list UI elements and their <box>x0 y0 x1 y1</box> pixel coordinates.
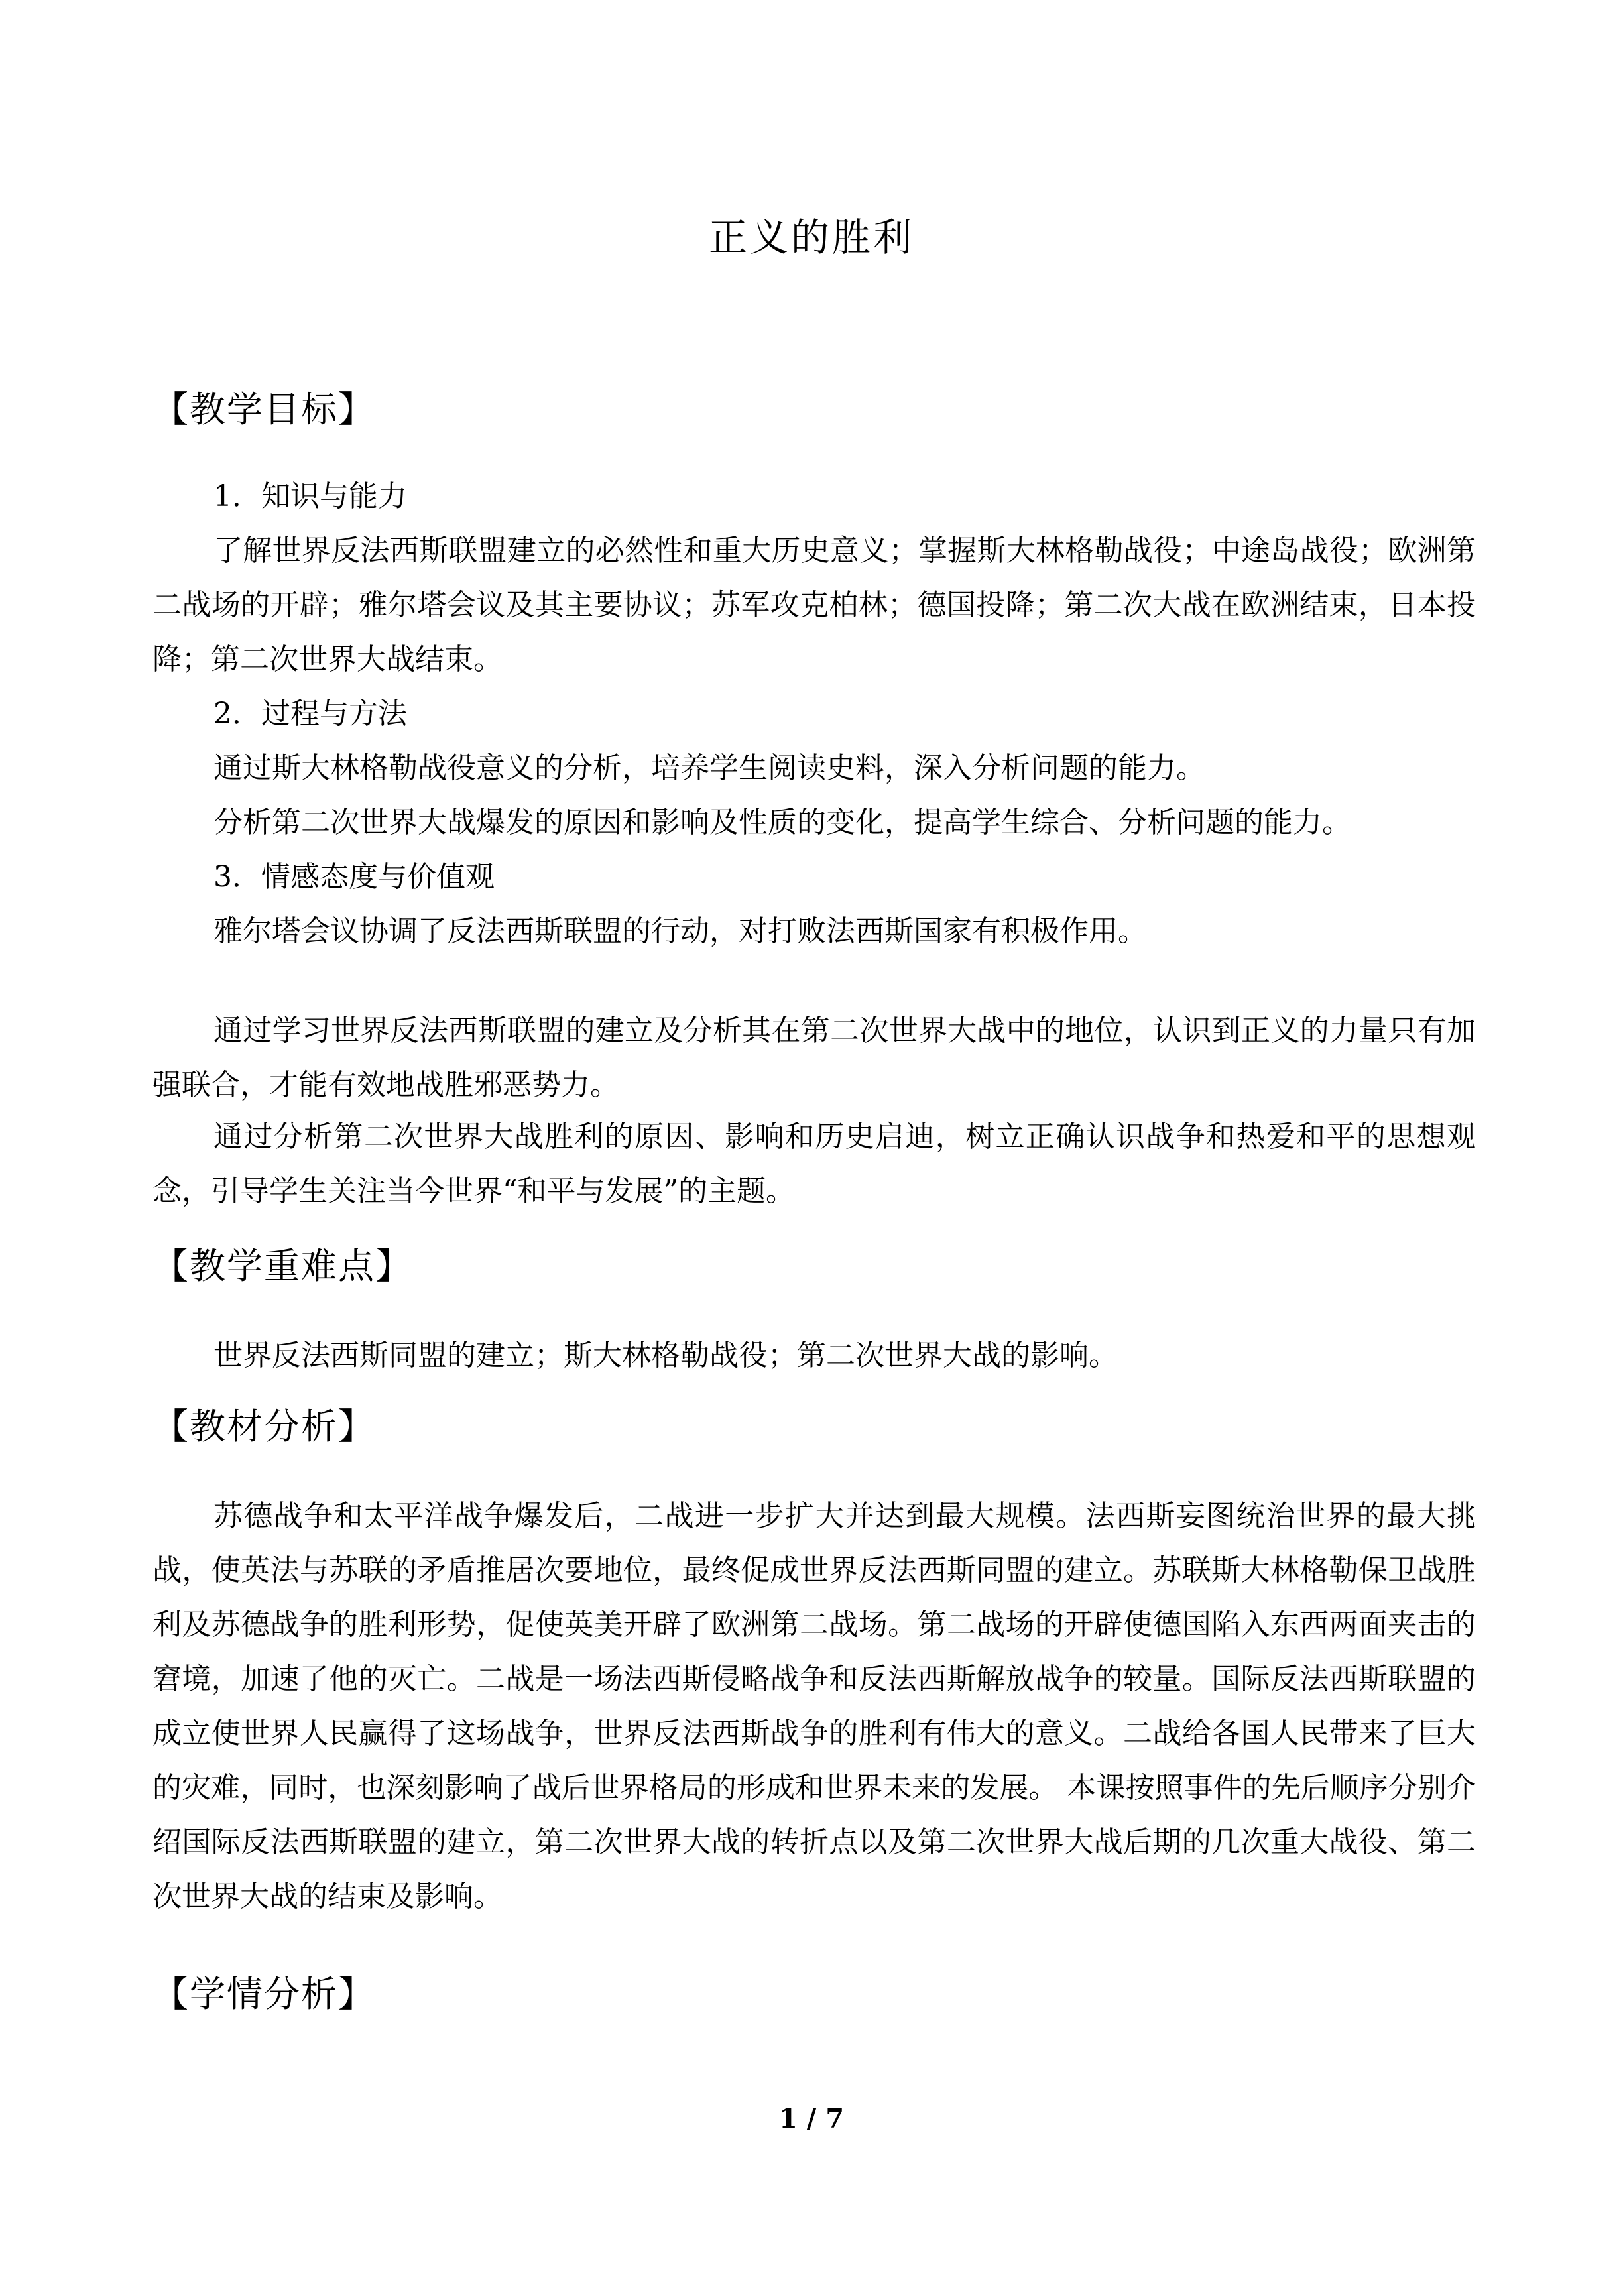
paragraph-emotion-values-3: 通过分析第二次世界大战胜利的原因、影响和历史启迪，树立正确认识战争和热爱和平的思想观念，引导学生关注当今世界“和平与发展”的主题。 <box>152 1120 1476 1208</box>
paragraph-emotion-values-2: 通过学习世界反法西斯联盟的建立及分析其在第二次世界大战中的地位，认识到正义的力量只有加强联合，才能有效地战胜邪恶势力。 <box>152 1014 1476 1102</box>
subheading-knowledge-ability: 1．知识与能力 <box>213 479 407 513</box>
paragraph-process-method-1: 通过斯大林格勒战役意义的分析，培养学生阅读史料，深入分析问题的能力。 <box>213 751 1205 785</box>
heading-key-points: 【教学重难点】 <box>152 1245 412 1287</box>
heading-teaching-objectives: 【教学目标】 <box>152 389 375 430</box>
subheading-process-method: 2．过程与方法 <box>213 697 407 731</box>
paragraph-knowledge-ability: 了解世界反法西斯联盟建立的必然性和重大历史意义；掌握斯大林格勒战役；中途岛战役；欧洲第二战场的开辟；雅尔塔会议及其主要协议；苏军攻克柏林；德国投降；第二次大战在欧洲结束，日本投降；第二次世界大战结束。 <box>152 534 1476 676</box>
paragraph-key-points: 世界反法西斯同盟的建立；斯大林格勒战役；第二次世界大战的影响。 <box>213 1339 1118 1372</box>
page-number: 1 / 7 <box>778 2103 845 2134</box>
paragraph-process-method-2: 分析第二次世界大战爆发的原因和影响及性质的变化，提高学生综合、分析问题的能力。 <box>213 806 1351 839</box>
paragraph-emotion-values-1: 雅尔塔会议协调了反法西斯联盟的行动，对打败法西斯国家有积极作用。 <box>213 914 1147 948</box>
heading-learner-analysis: 【学情分析】 <box>152 1973 375 2015</box>
document-title: 正义的胜利 <box>708 215 914 260</box>
heading-material-analysis: 【教材分析】 <box>152 1406 375 1447</box>
subheading-emotion-values: 3．情感态度与价值观 <box>213 860 495 894</box>
paragraph-material-analysis: 苏德战争和太平洋战争爆发后，二战进一步扩大并达到最大规模。法西斯妄图统治世界的最大挑战，使英法与苏联的矛盾推居次要地位，最终促成世界反法西斯同盟的建立。苏联斯大林格勒保卫战胜利及苏德战争的胜利形势，促使英美开辟了欧洲第二战场。第二战场的开辟使德国陷入东西两面夹击的窘境，加速了他的灭亡。二战是一场法西斯侵略战争和反法西斯解放战争的较量。国际反法西斯联盟的成立使世界人民赢得了这场战争，世界反法西斯战争的胜利有伟大的意义。二战给各国人民带来了巨大的灾难，同时，也深刻影响了战后世界格局的形成和世界未来的发展。 本课按照事件的先后顺序分别介绍国际反法西斯联盟的建立，第二次世界大战的转折点以及第二次世界大战后期的几次重大战役、第二次世界大战的结束及影响。 <box>152 1499 1476 1913</box>
